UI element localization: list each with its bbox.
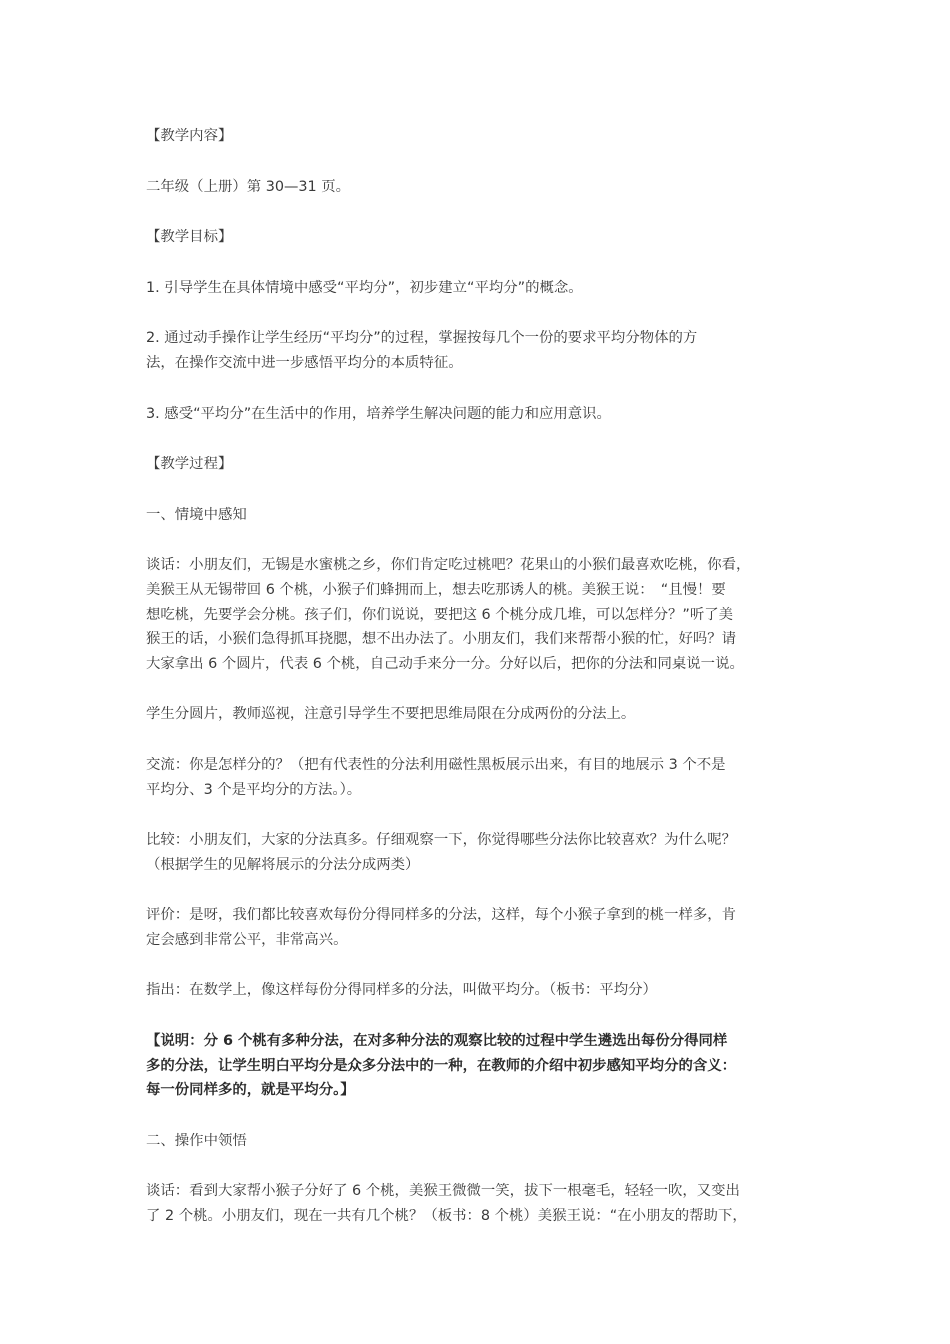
paragraph-point-out — [146, 978, 814, 1003]
text-line: 1. 引导学生在具体情境中感受“平均分”，初步建立“平均分”的概念。 — [146, 279, 583, 296]
text-line: 了 2 个桃。小朋友们，现在一共有几个桃？（板书：8 个桃）美猴王说：“在小朋友的帮助下， — [146, 1208, 747, 1225]
text-line: 学生分圆片，教师巡视，注意引导学生不要把思维局限在分成两份的分法上。 — [146, 706, 636, 723]
document-page — [146, 124, 814, 1255]
text-line: 想吃桃，先要学会分桃。孩子们，你们说说，要把这 6 个桃分成几堆，可以怎样分？”听了美 — [146, 606, 733, 623]
paragraph-goal-2 — [146, 326, 814, 375]
paragraph-evaluate — [146, 903, 814, 952]
paragraph-talk-1 — [146, 553, 814, 676]
text-line: 二年级（上册）第 30—31 页。 — [146, 178, 351, 195]
paragraph-grade-pages — [146, 175, 814, 200]
text-line: 谈话：小朋友们，无锡是水蜜桃之乡，你们肯定吃过桃吧？花果山的小猴们最喜欢吃桃，你看， — [146, 557, 751, 574]
text-line: 比较：小朋友们，大家的分法真多。仔细观察一下，你觉得哪些分法你比较喜欢？为什么呢？ — [146, 832, 737, 849]
text-line: 3. 感受“平均分”在生活中的作用，培养学生解决问题的能力和应用意识。 — [146, 405, 611, 422]
text-line: 【教学目标】 — [146, 229, 233, 246]
text-line: 平均分、3 个是平均分的方法。）。 — [146, 781, 362, 798]
text-line: （根据学生的见解将展示的分法分成两类） — [146, 856, 420, 873]
paragraph-exchange — [146, 753, 814, 802]
text-line: 2. 通过动手操作让学生经历“平均分”的过程，掌握按每几个一份的要求平均分物体的方 — [146, 330, 698, 347]
paragraph-students-divide — [146, 702, 814, 727]
text-line: 美猴王从无锡带回 6 个桃，小猴子们蜂拥而上，想去吃那诱人的桃。美猴王说： “且慢！要 — [146, 581, 726, 598]
paragraph-heading-goals — [146, 225, 814, 250]
paragraph-heading-process — [146, 452, 814, 477]
text-line: 大家拿出 6 个圆片，代表 6 个桃，自己动手来分一分。分好以后，把你的分法和同桌说一说。 — [146, 655, 744, 672]
paragraph-goal-3 — [146, 402, 814, 427]
paragraph-section-2 — [146, 1129, 814, 1154]
text-line: 【教学内容】 — [146, 128, 233, 144]
text-line: 【说明：分 6 个桃有多种分法，在对多种分法的观察比较的过程中学生遴选出每份分得同样 — [146, 1033, 728, 1050]
paragraph-note — [146, 1029, 814, 1103]
text-line: 评价：是呀，我们都比较喜欢每份分得同样多的分法，这样，每个小猴子拿到的桃一样多，肯 — [146, 907, 737, 924]
paragraph-heading-content — [146, 124, 814, 149]
text-line: 多的分法，让学生明白平均分是众多分法中的一种，在教师的介绍中初步感知平均分的含义： — [146, 1057, 737, 1074]
text-line: 一、情境中感知 — [146, 506, 247, 523]
text-line: 二、操作中领悟 — [146, 1132, 247, 1149]
text-line: 法，在操作交流中进一步感悟平均分的本质特征。 — [146, 354, 463, 371]
text-line: 每一份同样多的，就是平均分。】 — [146, 1082, 355, 1099]
text-line: 【教学过程】 — [146, 456, 233, 473]
text-line: 定会感到非常公平，非常高兴。 — [146, 931, 348, 948]
text-line: 交流：你是怎样分的？（把有代表性的分法利用磁性黑板展示出来，有目的地展示 3 个不是 — [146, 756, 726, 773]
paragraph-compare — [146, 828, 814, 877]
paragraph-section-1 — [146, 503, 814, 528]
text-line: 指出：在数学上，像这样每份分得同样多的分法，叫做平均分。（板书：平均分） — [146, 982, 657, 999]
text-line: 谈话：看到大家帮小猴子分好了 6 个桃，美猴王微微一笑，拔下一根毫毛，轻轻一吹，又变出 — [146, 1183, 740, 1200]
paragraph-talk-2 — [146, 1179, 814, 1228]
paragraph-goal-1 — [146, 276, 814, 301]
text-line: 猴王的话，小猴们急得抓耳挠腮，想不出办法了。小朋友们，我们来帮帮小猴的忙，好吗？请 — [146, 631, 737, 648]
